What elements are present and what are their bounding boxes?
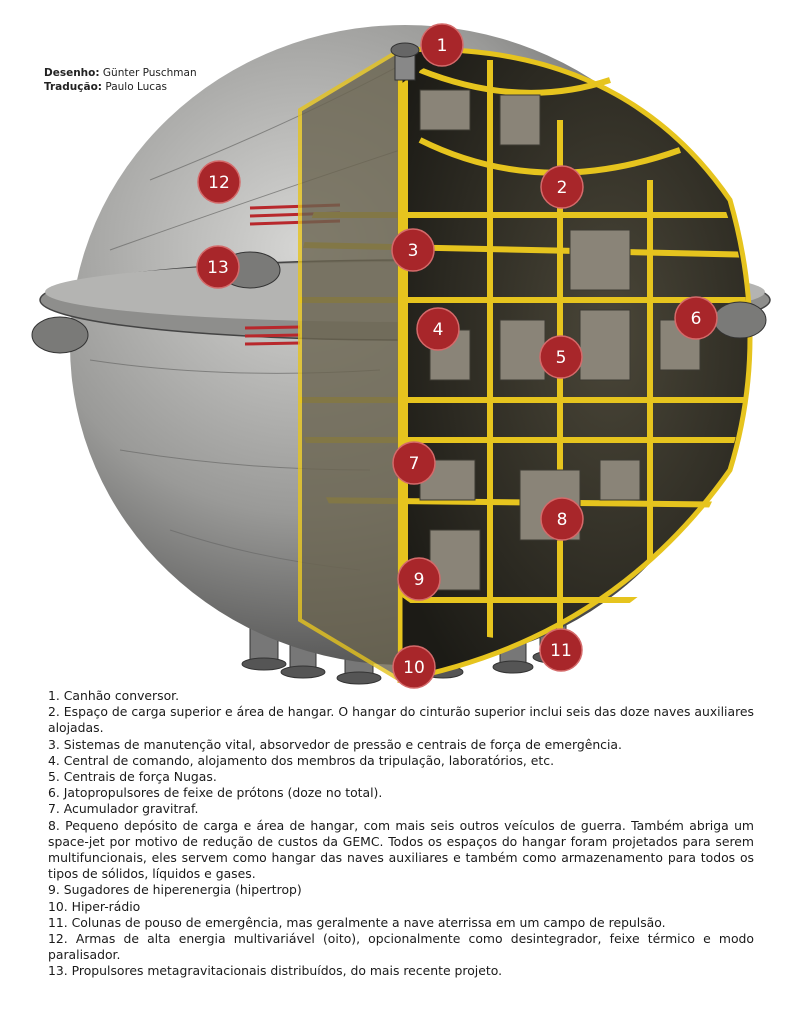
cutaway-interior bbox=[300, 49, 760, 680]
callout-marker-10 bbox=[393, 646, 435, 688]
callout-number: 1 bbox=[436, 36, 448, 56]
legend-item-7: 7. Acumulador gravitraf. bbox=[48, 801, 199, 817]
callout-marker-4 bbox=[417, 308, 459, 350]
callout-number: 6 bbox=[690, 309, 702, 329]
callout-number: 3 bbox=[407, 241, 419, 261]
legend-item-3: 3. Sistemas de manutenção vital, absorvedor de pressão e centrais de força de emergência. bbox=[48, 736, 622, 752]
callout-number: 8 bbox=[556, 510, 568, 530]
legend-item-10: 10. Hiper-rádio bbox=[48, 898, 141, 914]
legend-item-8: 8. Pequeno depósito de carga e área de hangar, com mais seis outros veículos de guerra. Também abriga um space-jet por motivo de redução de custos da GEMC. Todos os espaços do hangar foram projetados para serem multifuncionais, eles servem como hangar das naves auxiliares e também como armazenamento para todos os tipos de sólidos, líquidos e gases. bbox=[48, 817, 754, 882]
callout-marker-3 bbox=[392, 229, 434, 271]
callout-number: 4 bbox=[432, 320, 444, 340]
callout-number: 5 bbox=[555, 348, 567, 368]
callout-number: 12 bbox=[208, 173, 230, 193]
legend-item-12: 12. Armas de alta energia multivariável (oito), opcionalmente como desintegrador, feixe térmico e modo paralisador. bbox=[48, 931, 754, 963]
callout-marker-11 bbox=[540, 629, 582, 671]
callout-marker-2 bbox=[541, 166, 583, 208]
callout-marker-6 bbox=[675, 297, 717, 339]
legend-item-9: 9. Sugadores de hiperenergia (hipertrop) bbox=[48, 882, 302, 898]
callout-marker-8 bbox=[541, 498, 583, 540]
callout-marker-13 bbox=[197, 246, 239, 288]
callout-number: 10 bbox=[403, 658, 425, 678]
callout-marker-1 bbox=[421, 24, 463, 66]
callout-marker-12 bbox=[198, 161, 240, 203]
legend-item-1: 1. Canhão conversor. bbox=[48, 688, 180, 703]
legend-item-2: 2. Espaço de carga superior e área de hangar. O hangar do cinturão superior inclui seis das doze naves auxiliares alojadas. bbox=[48, 704, 754, 736]
drawing-credit: Desenho: Günter Puschman bbox=[44, 67, 197, 79]
translation-credit: Tradução: Paulo Lucas bbox=[44, 81, 167, 93]
callout-marker-5 bbox=[540, 336, 582, 378]
callout-marker-9 bbox=[398, 558, 440, 600]
callout-number: 7 bbox=[408, 454, 420, 474]
legend-item-11: 11. Colunas de pouso de emergência, mas geralmente a nave aterrissa em um campo de repulsão. bbox=[48, 914, 666, 930]
conversion-cannon-turret bbox=[391, 43, 419, 80]
legend-item-13: 13. Propulsores metagravitacionais distribuídos, do mais recente projeto. bbox=[48, 963, 503, 979]
legend-list bbox=[48, 688, 754, 980]
legend-item-6: 6. Jatopropulsores de feixe de prótons (doze no total). bbox=[48, 785, 383, 801]
callout-marker-7 bbox=[393, 442, 435, 484]
legend-item-5: 5. Centrais de força Nugas. bbox=[48, 769, 217, 785]
callout-number: 11 bbox=[550, 641, 572, 661]
callout-number: 9 bbox=[413, 570, 425, 590]
callout-number: 13 bbox=[207, 258, 229, 278]
callout-number: 2 bbox=[556, 178, 568, 198]
legend-item-4: 4. Central de comando, alojamento dos membros da tripulação, laboratórios, etc. bbox=[48, 752, 555, 768]
